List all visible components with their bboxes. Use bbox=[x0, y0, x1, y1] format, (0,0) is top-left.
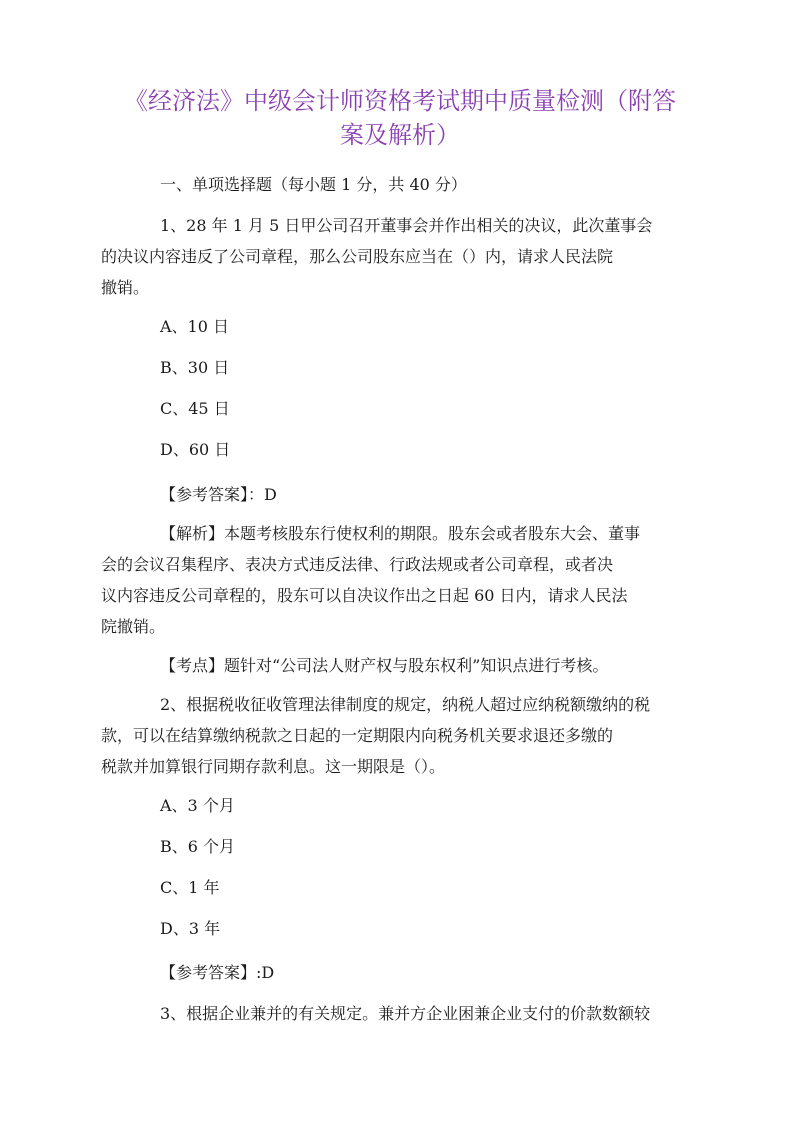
title-line-2: 案及解析） bbox=[340, 121, 460, 149]
q2-stem-line-1: 2、根据税收征收管理法律制度的规定，纳税人超过应纳税额缴纳的税 bbox=[160, 695, 651, 714]
q1-stem-line-3: 撤销。 bbox=[101, 278, 150, 297]
q1-option-b: B、30 日 bbox=[160, 358, 230, 377]
q2-option-b: B、6 个月 bbox=[160, 837, 236, 856]
q1-option-a: A、10 日 bbox=[160, 317, 230, 336]
q1-analysis-line-2: 会的会议召集程序、表决方式违反法律、行政法规或者公司章程，或者决 bbox=[101, 555, 614, 574]
q1-option-c: C、45 日 bbox=[160, 399, 230, 418]
q1-analysis-line-1: 【解析】本题考核股东行使权利的期限。股东会或者股东大会、董事 bbox=[160, 524, 641, 543]
title-line-1: 《经济法》中级会计师资格考试期中质量检测（附答 bbox=[124, 87, 676, 115]
q1-stem-line-2: 的决议内容违反了公司章程，那么公司股东应当在（）内，请求人民法院 bbox=[101, 247, 614, 266]
q1-option-d: D、60 日 bbox=[160, 440, 231, 459]
q2-stem-line-2: 款，可以在结算缴纳税款之日起的一定期限内向税务机关要求退还多缴的 bbox=[101, 726, 614, 745]
document-title bbox=[100, 84, 700, 152]
q2-option-c: C、1 年 bbox=[160, 878, 220, 897]
q1-analysis-line-3: 议内容违反公司章程的，股东可以自决议作出之日起 60 日内，请求人民法 bbox=[101, 586, 628, 605]
section-heading: 一、单项选择题（每小题 1 分，共 40 分） bbox=[160, 175, 467, 194]
q2-answer: 【参考答案】:D bbox=[160, 963, 275, 982]
q1-answer: 【参考答案】：D bbox=[160, 485, 277, 504]
q3-stem-line-1: 3、根据企业兼并的有关规定。兼并方企业困兼企业支付的价款数额较 bbox=[160, 1004, 651, 1023]
q2-option-d: D、3 年 bbox=[160, 919, 221, 938]
q2-option-a: A、3 个月 bbox=[160, 796, 235, 815]
q1-analysis-line-4: 院撤销。 bbox=[101, 617, 166, 636]
q1-stem-line-1: 1、28 年 1 月 5 日甲公司召开董事会并作出相关的决议，此次董事会 bbox=[160, 216, 653, 235]
q1-kaodian: 【考点】题针对“公司法人财产权与股东权利”知识点进行考核。 bbox=[160, 656, 609, 675]
q2-stem-line-3: 税款并加算银行同期存款利息。这一期限是（）。 bbox=[101, 757, 446, 776]
